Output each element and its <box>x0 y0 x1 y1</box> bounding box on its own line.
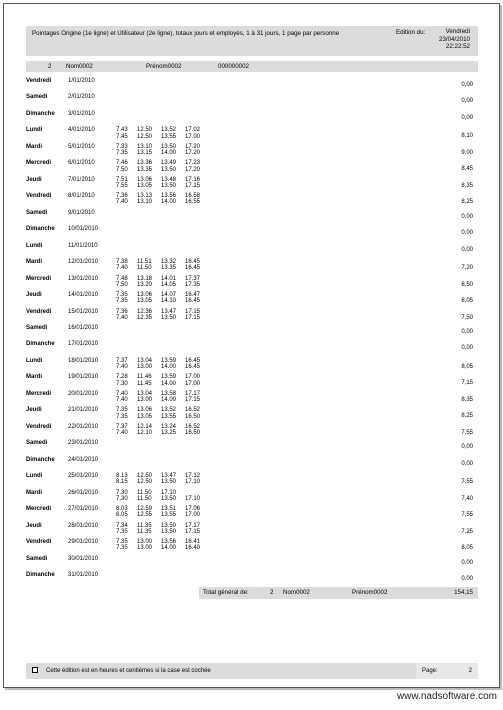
day-total: 7,40 <box>461 495 473 502</box>
day-total: 0,00 <box>461 559 473 566</box>
day-date: 29/01/2010 <box>68 539 99 546</box>
day-name: Jeudi <box>26 407 42 414</box>
origin-time: 13.32 <box>161 259 177 266</box>
user-time: 13.10 <box>137 199 153 206</box>
origin-time: 8.13 <box>116 473 128 480</box>
edition-time: 22:22:52 <box>445 43 470 50</box>
edition-datetime <box>439 28 470 51</box>
day-name: Mardi <box>26 143 43 150</box>
user-time: 14.00 <box>161 364 177 371</box>
user-time: 14.10 <box>161 298 177 305</box>
day-total: 0,00 <box>461 460 473 467</box>
user-time: 7.50 <box>116 166 128 173</box>
day-name: Jeudi <box>26 522 42 529</box>
hours-hundredths-checkbox[interactable] <box>32 667 38 673</box>
origin-time: 13.50 <box>161 143 177 150</box>
user-time: 13.50 <box>161 479 177 486</box>
day-date: 25/01/2010 <box>68 473 99 480</box>
user-time: 7.40 <box>116 364 128 371</box>
employee-name: Nom0002 <box>66 63 93 70</box>
user-time: 14.05 <box>161 281 177 288</box>
day-total: 8,25 <box>461 199 473 206</box>
user-time: 7.35 <box>116 545 128 552</box>
origin-time: 13.24 <box>161 423 177 430</box>
origin-time: 13.52 <box>161 127 177 134</box>
day-total: 7,55 <box>461 429 473 436</box>
day-name: Samedi <box>26 440 48 447</box>
day-name: Mercredi <box>26 390 52 397</box>
origin-time: 13.47 <box>161 308 177 315</box>
day-name: Samedi <box>26 555 48 562</box>
grand-total-name: Nom0002 <box>283 589 310 596</box>
page-label: Page: <box>422 668 438 674</box>
user-time: 17.20 <box>185 166 201 173</box>
day-total: 0,00 <box>461 213 473 220</box>
origin-time: 17.00 <box>185 374 201 381</box>
day-name: Mardi <box>26 374 43 381</box>
origin-time: 16.45 <box>185 357 201 364</box>
user-time: 13.55 <box>161 413 177 420</box>
origin-time: 7.34 <box>116 522 128 529</box>
day-name: Vendredi <box>26 193 52 200</box>
origin-time: 13.36 <box>137 160 153 167</box>
day-name: Lundi <box>26 473 43 480</box>
day-name: Vendredi <box>26 308 52 315</box>
day-total: 7,50 <box>461 314 473 321</box>
user-time: 17.15 <box>185 182 201 189</box>
edition-weekday: Vendredi <box>445 28 470 35</box>
day-date: 26/01/2010 <box>68 489 99 496</box>
day-date: 7/01/2010 <box>68 176 95 183</box>
grand-total-label: Total général de: <box>203 589 249 596</box>
user-time: 16.45 <box>185 265 201 272</box>
origin-time: 8.03 <box>116 506 128 513</box>
day-name: Mardi <box>26 259 43 266</box>
origin-time: 13.06 <box>137 407 153 414</box>
origin-time: 16.52 <box>185 407 201 414</box>
day-total: 8,05 <box>461 298 473 305</box>
user-time: 11.35 <box>137 528 152 535</box>
user-time: 7.30 <box>116 380 128 387</box>
day-date: 17/01/2010 <box>68 341 99 348</box>
day-total: 7,55 <box>461 479 473 486</box>
origin-time: 13.59 <box>161 357 177 364</box>
grand-total-bar <box>199 587 478 599</box>
day-total: 8,50 <box>461 281 473 288</box>
day-name: Dimanche <box>26 110 55 117</box>
grand-total-value: 154,15 <box>454 589 473 596</box>
user-time: 13.00 <box>137 364 153 371</box>
origin-time: 13.00 <box>137 539 153 546</box>
day-name: Lundi <box>26 127 43 134</box>
user-time: 12.35 <box>137 314 153 321</box>
user-time: 13.25 <box>161 429 177 436</box>
user-time: 7.35 <box>116 413 128 420</box>
day-date: 6/01/2010 <box>68 160 95 167</box>
day-total: 9,00 <box>461 149 473 156</box>
grand-total-firstname: Prénom0002 <box>352 589 388 596</box>
user-time: 16.45 <box>185 298 201 305</box>
day-date: 19/01/2010 <box>68 374 99 381</box>
user-time: 13.05 <box>137 182 153 189</box>
user-time: 16.40 <box>185 545 201 552</box>
day-name: Jeudi <box>26 292 42 299</box>
origin-time: 7.37 <box>116 357 128 364</box>
day-total: 7,25 <box>461 528 473 535</box>
user-time: 11.45 <box>137 380 152 387</box>
user-time: 17.15 <box>185 314 201 321</box>
day-date: 18/01/2010 <box>68 357 99 364</box>
user-time: 12.10 <box>137 429 153 436</box>
day-date: 5/01/2010 <box>68 143 95 150</box>
user-time: 13.00 <box>137 545 153 552</box>
day-name: Mercredi <box>26 506 52 513</box>
origin-time: 11.35 <box>137 522 152 529</box>
day-total: 0,00 <box>461 98 473 105</box>
edition-label: Edition du: <box>396 29 426 36</box>
employee-bar <box>26 61 478 72</box>
origin-time: 7.38 <box>116 259 128 266</box>
origin-time: 17.10 <box>161 489 177 496</box>
origin-time: 17.12 <box>185 473 201 480</box>
day-name: Vendredi <box>26 539 52 546</box>
origin-time: 17.20 <box>185 143 201 150</box>
user-time: 13.50 <box>161 314 177 321</box>
day-total: 0,00 <box>461 230 473 237</box>
user-time: 13.50 <box>161 182 177 189</box>
user-time: 7.50 <box>116 281 128 288</box>
origin-time: 17.02 <box>185 127 201 134</box>
day-date: 4/01/2010 <box>68 127 95 134</box>
day-total: 0,00 <box>461 82 473 88</box>
day-name: Vendredi <box>26 423 52 430</box>
user-time: 12.55 <box>137 512 153 519</box>
user-time: 17.35 <box>185 281 201 288</box>
day-total: 8,05 <box>461 363 473 370</box>
user-time: 13.35 <box>137 166 153 173</box>
origin-time: 16.41 <box>185 539 201 546</box>
origin-time: 7.36 <box>116 193 128 200</box>
origin-time: 13.48 <box>161 176 177 183</box>
page-box <box>416 663 478 679</box>
user-time: 14.00 <box>161 380 177 387</box>
user-time: 14.00 <box>161 199 177 206</box>
day-total: 7,55 <box>461 512 473 519</box>
user-time: 8.15 <box>116 479 128 486</box>
day-total: 0,00 <box>461 444 473 451</box>
day-name: Lundi <box>26 357 43 364</box>
day-total: 8,10 <box>461 133 473 140</box>
origin-time: 13.06 <box>137 292 153 299</box>
origin-time: 13.04 <box>137 357 153 364</box>
day-date: 12/01/2010 <box>68 259 99 266</box>
user-time: 7.40 <box>116 199 128 206</box>
day-date: 16/01/2010 <box>68 325 99 331</box>
origin-time: 12.14 <box>137 423 153 430</box>
user-time: 13.55 <box>161 512 177 519</box>
user-time: 11.50 <box>137 265 152 272</box>
day-name: Vendredi <box>26 78 52 84</box>
day-date: 24/01/2010 <box>68 456 99 463</box>
user-time: 7.40 <box>116 265 128 272</box>
origin-time: 11.50 <box>137 489 152 496</box>
origin-time: 7.35 <box>116 539 128 546</box>
origin-time: 7.37 <box>116 423 128 430</box>
user-time: 13.50 <box>161 495 177 502</box>
user-time: 7.55 <box>116 182 128 189</box>
user-time: 17.00 <box>185 133 201 140</box>
day-total: 8,35 <box>461 182 473 189</box>
day-date: 23/01/2010 <box>68 440 99 447</box>
report-title: Pointages Origine (1e ligne) et Utilisateur (2e ligne), totaux jours et employés, 1 à 31 jours, 1 page par personne <box>32 30 340 37</box>
day-date: 10/01/2010 <box>68 226 99 233</box>
origin-time: 17.23 <box>185 160 201 167</box>
origin-time: 7.35 <box>116 292 128 299</box>
user-time: 14.00 <box>161 397 177 404</box>
origin-time: 14.01 <box>161 275 177 282</box>
origin-time: 13.56 <box>161 193 177 200</box>
origin-time: 13.18 <box>137 275 153 282</box>
employee-firstname: Prénom0002 <box>146 63 182 70</box>
origin-time: 13.04 <box>137 390 153 397</box>
day-total: 8,05 <box>461 545 473 552</box>
origin-time: 13.59 <box>161 374 177 381</box>
user-time: 13.05 <box>137 298 153 305</box>
day-total: 0,00 <box>461 114 473 121</box>
day-date: 3/01/2010 <box>68 110 95 117</box>
day-total: 0,00 <box>461 345 473 352</box>
day-date: 1/01/2010 <box>68 78 95 84</box>
grand-total-number: 2 <box>270 589 274 596</box>
checkbox-note: Cette édition est en heures et centièmes si la case est cochée <box>46 668 211 674</box>
origin-time: 7.30 <box>116 489 128 496</box>
day-date: 15/01/2010 <box>68 308 99 315</box>
user-time: 17.00 <box>185 512 201 519</box>
origin-time: 7.43 <box>116 127 128 134</box>
day-date: 30/01/2010 <box>68 555 99 562</box>
day-name: Dimanche <box>26 572 55 578</box>
user-time: 13.20 <box>137 281 153 288</box>
origin-time: 13.56 <box>161 539 177 546</box>
user-time: 13.50 <box>161 166 177 173</box>
day-name: Dimanche <box>26 456 55 463</box>
origin-time: 17.17 <box>185 390 201 397</box>
user-time: 14.00 <box>161 545 177 552</box>
day-name: Jeudi <box>26 176 42 183</box>
edition-date: 23/04/2010 <box>439 35 470 43</box>
user-time: 7.40 <box>116 397 128 404</box>
origin-time: 17.17 <box>185 522 201 529</box>
report-header <box>26 26 478 56</box>
origin-time: 13.10 <box>137 143 153 150</box>
user-time: 13.15 <box>137 150 153 157</box>
day-total: 0,00 <box>461 246 473 253</box>
origin-time: 12.50 <box>137 127 153 134</box>
origin-time: 16.58 <box>185 193 201 200</box>
user-time: 11.50 <box>137 495 152 502</box>
origin-time: 7.48 <box>116 275 128 282</box>
origin-time: 13.49 <box>161 160 177 167</box>
user-time: 17.15 <box>185 528 201 535</box>
user-time: 17.00 <box>185 380 201 387</box>
user-time: 7.35 <box>116 528 128 535</box>
day-name: Dimanche <box>26 341 55 348</box>
origin-time: 7.33 <box>116 143 128 150</box>
user-time: 17.10 <box>185 495 201 502</box>
origin-time: 17.37 <box>185 275 201 282</box>
origin-time: 7.28 <box>116 374 128 381</box>
origin-time: 12.59 <box>137 506 153 513</box>
origin-time: 13.51 <box>161 506 177 513</box>
page-number: 2 <box>468 668 472 674</box>
origin-time: 11.46 <box>137 374 152 381</box>
user-time: 13.00 <box>137 397 153 404</box>
day-date: 22/01/2010 <box>68 423 99 430</box>
user-time: 7.35 <box>116 298 128 305</box>
day-total: 8,45 <box>461 166 473 173</box>
day-total: 7,15 <box>461 380 473 387</box>
user-time: 7.40 <box>116 429 128 436</box>
day-date: 20/01/2010 <box>68 390 99 397</box>
day-total: 8,25 <box>461 413 473 420</box>
day-name: Samedi <box>26 94 48 101</box>
user-time: 12.50 <box>137 479 153 486</box>
user-time: 16.50 <box>185 413 201 420</box>
user-time: 13.05 <box>137 413 153 420</box>
origin-time: 7.51 <box>116 176 128 183</box>
user-time: 7.35 <box>116 150 128 157</box>
user-time: 12.50 <box>137 133 153 140</box>
origin-time: 16.45 <box>185 259 201 266</box>
origin-time: 7.36 <box>116 308 128 315</box>
day-name: Samedi <box>26 209 48 216</box>
origin-time: 13.06 <box>137 176 153 183</box>
user-time: 13.55 <box>161 133 177 140</box>
user-time: 17.20 <box>185 150 201 157</box>
day-date: 27/01/2010 <box>68 506 99 513</box>
day-total: 8,35 <box>461 396 473 403</box>
user-time: 16.45 <box>185 364 201 371</box>
origin-time: 17.06 <box>185 506 201 513</box>
user-time: 7.40 <box>116 314 128 321</box>
user-time: 14.00 <box>161 150 177 157</box>
origin-time: 13.58 <box>161 390 177 397</box>
day-date: 14/01/2010 <box>68 292 99 299</box>
user-time: 13.35 <box>161 265 177 272</box>
day-total: 0,00 <box>461 576 473 582</box>
user-time: 16.50 <box>185 429 201 436</box>
origin-time: 13.47 <box>161 473 177 480</box>
origin-time: 7.40 <box>116 390 128 397</box>
origin-time: 17.16 <box>185 176 201 183</box>
origin-time: 17.15 <box>185 308 201 315</box>
origin-time: 12.36 <box>137 308 153 315</box>
day-name: Lundi <box>26 242 43 249</box>
user-time: 13.50 <box>161 528 177 535</box>
origin-time: 13.50 <box>161 522 177 529</box>
day-name: Mercredi <box>26 275 52 282</box>
day-date: 13/01/2010 <box>68 275 99 282</box>
website-label: www.nadsoftware.com <box>396 691 497 702</box>
user-time: 7.45 <box>116 133 128 140</box>
day-date: 2/01/2010 <box>68 94 95 101</box>
origin-time: 16.47 <box>185 292 201 299</box>
day-date: 21/01/2010 <box>68 407 99 414</box>
day-date: 28/01/2010 <box>68 522 99 529</box>
origin-time: 16.52 <box>185 423 201 430</box>
day-name: Mercredi <box>26 160 52 167</box>
day-date: 8/01/2010 <box>68 193 95 200</box>
origin-time: 13.52 <box>161 407 177 414</box>
day-name: Dimanche <box>26 226 55 233</box>
day-date: 11/01/2010 <box>68 242 98 249</box>
user-time: 17.15 <box>185 397 201 404</box>
origin-time: 11.51 <box>137 259 152 266</box>
employee-code: 000000002 <box>218 63 249 70</box>
footer-bar <box>26 663 478 679</box>
day-total: 7,20 <box>461 265 473 272</box>
origin-time: 7.46 <box>116 160 128 167</box>
day-date: 9/01/2010 <box>68 209 95 216</box>
origin-time: 14.07 <box>161 292 177 299</box>
user-time: 7.30 <box>116 495 128 502</box>
user-time: 16.55 <box>185 199 201 206</box>
origin-time: 12.50 <box>137 473 153 480</box>
user-time: 17.10 <box>185 479 201 486</box>
day-name: Mardi <box>26 489 43 496</box>
day-name: Samedi <box>26 325 48 331</box>
origin-time: 7.35 <box>116 407 128 414</box>
employee-number: 2 <box>48 63 52 70</box>
user-time: 8.05 <box>116 512 128 519</box>
day-total: 0,00 <box>461 329 473 335</box>
day-date: 31/01/2010 <box>68 572 99 578</box>
origin-time: 13.13 <box>137 193 153 200</box>
